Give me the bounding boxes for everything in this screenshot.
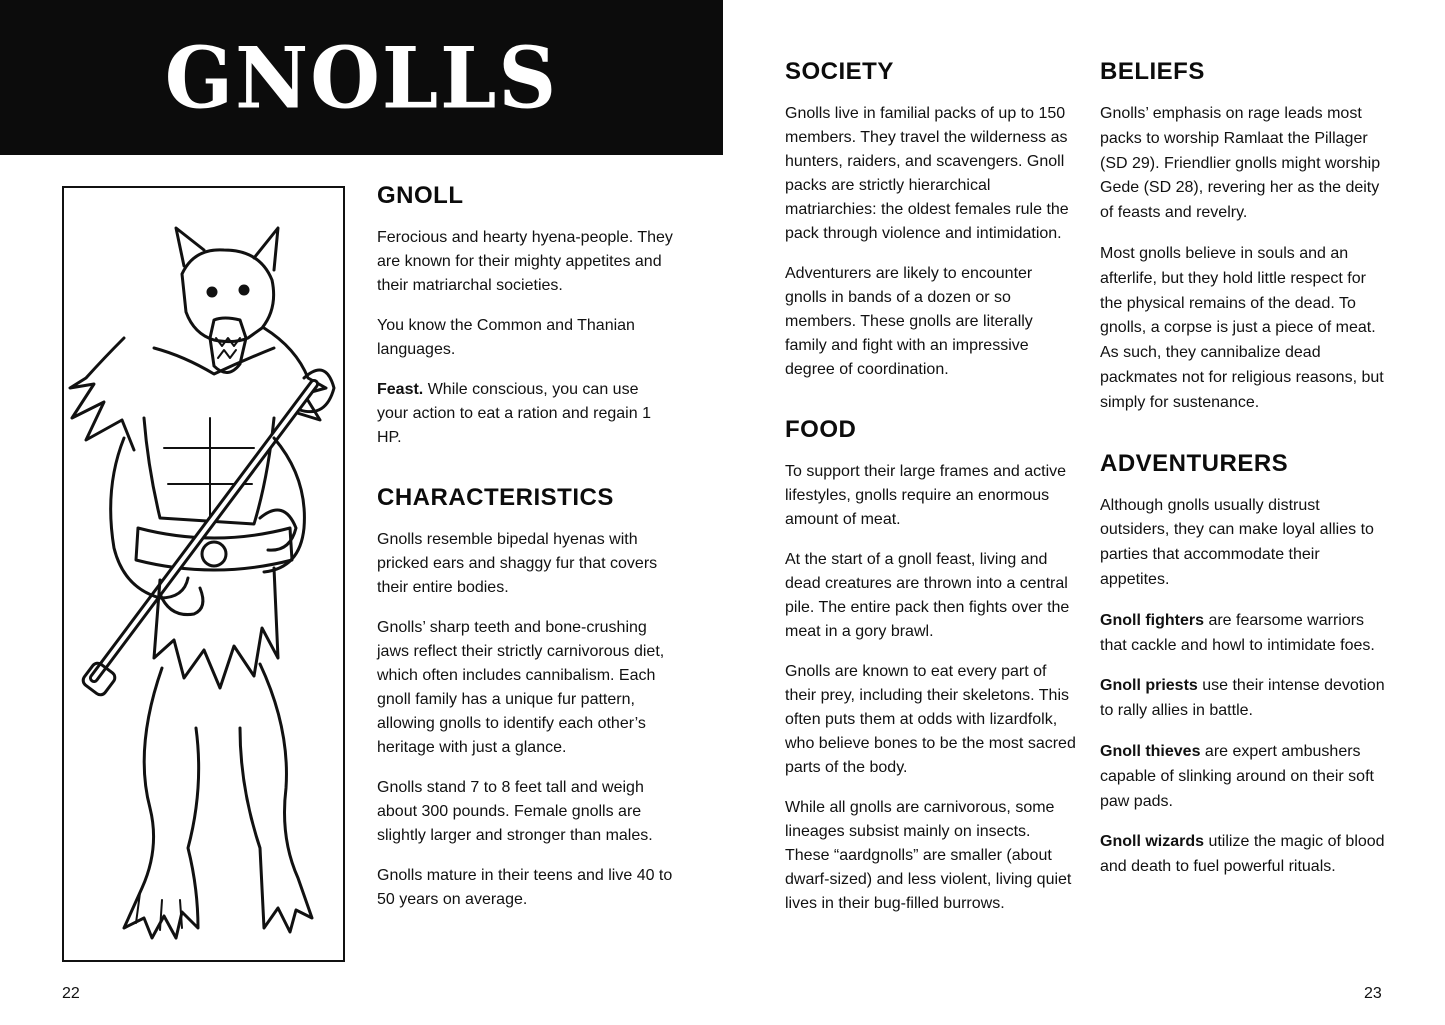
paragraph: Gnolls’ emphasis on rage leads most packs to worship Ramlaat the Pillager (SD 29). Friendlier gnolls might worship Gede (SD 28), revering her as the deity of feasts and revelry. — [1100, 105, 1381, 222]
wizards-label: Gnoll wizards — [1100, 833, 1205, 851]
paragraph: Although gnolls usually distrust outsiders, they can make loyal allies to parties that accommodate their appetites. — [1100, 496, 1374, 588]
paragraph: You know the Common and Thanian languages. — [377, 317, 635, 358]
heading-adventurers: ADVENTURERS — [1100, 449, 1289, 477]
heading-food: FOOD — [785, 416, 857, 443]
gnoll-fighters — [1100, 609, 1392, 659]
priests-label: Gnoll priests — [1100, 677, 1198, 695]
paragraph: Most gnolls believe in souls and an afterlife, but they hold little respect for the physical remains of the dead. To gnolls, a corpse is just a piece of meat. As such, they cannibalize dead packmates not for religious reasons, but simply for sustenance. — [1100, 244, 1384, 411]
paragraph: Gnolls are known to eat every part of their prey, including their skeletons. This often puts them at odds with lizardfolk, who believe bones to be the most sacred parts of the body. — [785, 663, 1076, 776]
paragraph: Gnolls resemble bipedal hyenas with pricked ears and shaggy fur that covers their entire bodies. — [377, 531, 658, 596]
feast-text: While conscious, you can use your action to eat a ration and regain 1 HP. — [377, 381, 651, 446]
paragraph: Gnolls mature in their teens and live 40 to 50 years on average. — [377, 867, 673, 908]
paragraph: Gnolls live in familial packs of up to 150 members. They travel the wilderness as hunters, raiders, and scavengers. Gnoll packs are strictly hierarchical matriarchies: the oldest females rule the pack through violence and intimidation. — [785, 105, 1069, 242]
paragraph: Gnolls stand 7 to 8 feet tall and weigh about 300 pounds. Female gnolls are slightly larger and stronger than males. — [377, 779, 653, 844]
feast-trait — [377, 378, 673, 450]
heading-society: SOCIETY — [785, 58, 894, 85]
gnoll-illustration — [62, 186, 345, 962]
fighters-label: Gnoll fighters — [1100, 611, 1204, 629]
paragraph: To support their large frames and active lifestyles, gnolls require an enormous amount of meat. — [785, 463, 1067, 528]
title-banner — [0, 0, 723, 155]
paragraph: Gnolls’ sharp teeth and bone-crushing jaws reflect their strictly carnivorous diet, which often includes cannibalism. Each gnoll family has a unique fur pattern, allowing gnolls to identify each other’s heritage with just a glance. — [377, 619, 665, 756]
heading-gnoll: GNOLL — [377, 182, 464, 209]
paragraph: At the start of a gnoll feast, living and dead creatures are thrown into a central pile. The entire pack then fights over the meat in a gory brawl. — [785, 551, 1070, 640]
gnoll-wizards — [1100, 830, 1392, 880]
paragraph: Ferocious and hearty hyena-people. They are known for their mighty appetites and their matriarchal societies. — [377, 229, 673, 294]
paragraph: Adventurers are likely to encounter gnolls in bands of a dozen or so members. These gnolls are literally family and fight with an impressive degree of coordination. — [785, 265, 1033, 378]
left-text-column — [377, 182, 673, 928]
wizards-text: utilize the magic of blood and death to fuel powerful rituals. — [1100, 833, 1385, 876]
feast-label: Feast. — [377, 381, 424, 398]
page-title: GNOLLS — [164, 28, 559, 127]
gnoll-priests — [1100, 674, 1392, 724]
page-number-left: 22 — [62, 985, 80, 1002]
heading-beliefs: BELIEFS — [1100, 58, 1205, 85]
right-text-column — [1100, 58, 1392, 896]
gnoll-thieves — [1100, 740, 1392, 814]
middle-text-column — [785, 58, 1077, 932]
thieves-label: Gnoll thieves — [1100, 742, 1201, 760]
priests-text: use their intense devotion to rally allies in battle. — [1100, 677, 1385, 720]
paragraph: While all gnolls are carnivorous, some lineages subsist mainly on insects. These “aardgnolls” are smaller (about dwarf-sized) and less violent, living quiet lives in their bug-filled burrows. — [785, 799, 1072, 912]
thieves-text: are expert ambushers capable of slinking around on their soft paw pads. — [1100, 742, 1374, 810]
fighters-text: are fearsome warriors that cackle and howl to intimidate foes. — [1100, 611, 1375, 654]
page-number-right: 23 — [1364, 985, 1382, 1002]
heading-characteristics: CHARACTERISTICS — [377, 484, 614, 511]
